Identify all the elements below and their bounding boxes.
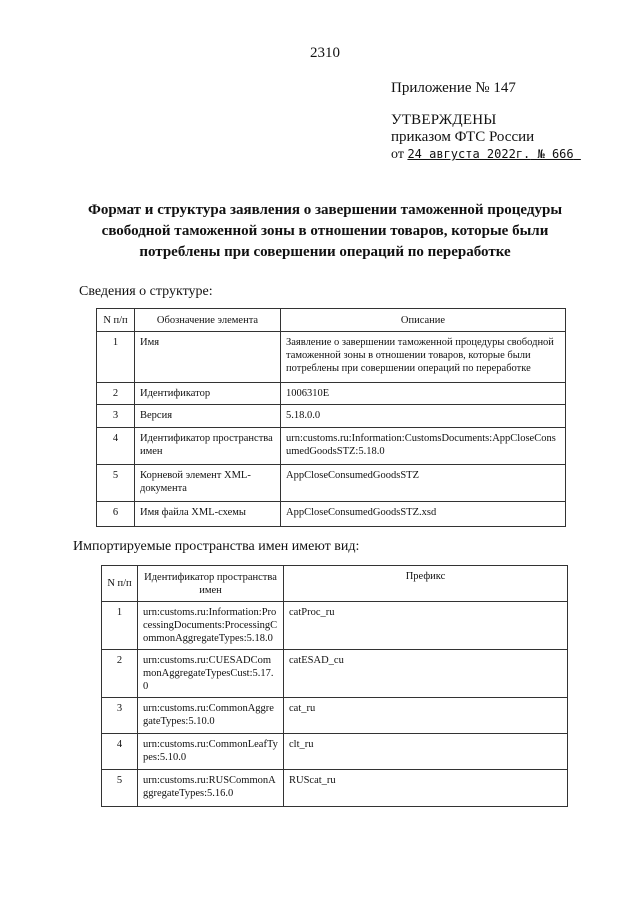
element-name: Версия	[135, 405, 281, 428]
namespace-id: urn:customs.ru:CommonLeafTypes:5.10.0	[138, 734, 284, 770]
row-number: 3	[102, 698, 138, 734]
table-row	[97, 502, 566, 527]
row-number: 1	[102, 602, 138, 650]
row-number: 5	[97, 465, 135, 502]
row-number: 5	[102, 770, 138, 807]
order-by: приказом ФТС России	[391, 129, 535, 145]
row-number: 2	[97, 383, 135, 405]
structure-table	[96, 308, 566, 527]
element-description: 5.18.0.0	[281, 405, 566, 428]
namespace-id: urn:customs.ru:Information:ProcessingDocuments:ProcessingCommonAggregateTypes:5.18.0	[138, 602, 284, 650]
row-number: 1	[97, 332, 135, 383]
element-name: Имя	[135, 332, 281, 383]
approved-label: УТВЕРЖДЕНЫ	[391, 112, 497, 128]
namespace-id: urn:customs.ru:CommonAggregateTypes:5.10.0	[138, 698, 284, 734]
column-header: N п/п	[102, 566, 138, 602]
table-row	[97, 428, 566, 465]
element-name: Имя файла XML-схемы	[135, 502, 281, 527]
namespaces-heading: Импортируемые пространства имен имеют вид:	[73, 539, 360, 554]
table-header-row	[102, 566, 568, 602]
namespace-prefix: RUScat_ru	[284, 770, 568, 807]
table-header-row	[97, 309, 566, 332]
element-description: 1006310E	[281, 383, 566, 405]
table-row	[102, 650, 568, 698]
approval-block	[391, 112, 581, 163]
table-row	[102, 770, 568, 807]
namespace-id: urn:customs.ru:RUSCommonAggregateTypes:5.16.0	[138, 770, 284, 807]
element-name: Корневой элемент XML-документа	[135, 465, 281, 502]
element-name: Идентификатор	[135, 383, 281, 405]
table-row	[97, 383, 566, 405]
namespace-prefix: clt_ru	[284, 734, 568, 770]
column-header: Описание	[281, 309, 566, 332]
table-row	[102, 698, 568, 734]
table-row	[102, 602, 568, 650]
row-number: 2	[102, 650, 138, 698]
column-header: Обозначение элемента	[135, 309, 281, 332]
column-header: N п/п	[97, 309, 135, 332]
column-header: Префикс	[284, 566, 568, 602]
table-row	[102, 734, 568, 770]
element-description: urn:customs.ru:Information:CustomsDocuments:AppCloseConsumedGoodsSTZ:5.18.0	[281, 428, 566, 465]
page-number: 2310	[310, 45, 340, 61]
structure-heading: Сведения о структуре:	[79, 284, 213, 299]
namespace-id: urn:customs.ru:CUESADCommonAggregateTypesCust:5.17.0	[138, 650, 284, 698]
row-number: 4	[102, 734, 138, 770]
table-row	[97, 405, 566, 428]
namespace-prefix: cat_ru	[284, 698, 568, 734]
element-description: AppCloseConsumedGoodsSTZ	[281, 465, 566, 502]
appendix-label: Приложение № 147	[391, 80, 516, 96]
element-description: Заявление о завершении таможенной процедуры свободной таможенной зоны в отношении товаров, которые были потреблены при совершении операций по переработке	[281, 332, 566, 383]
order-prefix: от	[391, 147, 404, 162]
order-line	[391, 146, 581, 163]
document-title: Формат и структура заявления о завершении таможенной процедуры свободной таможенной зоны в отношении товаров, которые были потреблены при совершении операций по переработке	[87, 202, 563, 260]
order-number: № 666	[537, 147, 574, 161]
row-number: 6	[97, 502, 135, 527]
namespace-prefix: catESAD_cu	[284, 650, 568, 698]
order-date: 24 августа 2022г.	[407, 147, 531, 161]
row-number: 3	[97, 405, 135, 428]
table-row	[97, 465, 566, 502]
element-name: Идентификатор пространства имен	[135, 428, 281, 465]
column-header: Идентификатор пространства имен	[138, 566, 284, 602]
table-row	[97, 332, 566, 383]
namespace-prefix: catProc_ru	[284, 602, 568, 650]
namespaces-table	[101, 565, 568, 807]
element-description: AppCloseConsumedGoodsSTZ.xsd	[281, 502, 566, 527]
row-number: 4	[97, 428, 135, 465]
